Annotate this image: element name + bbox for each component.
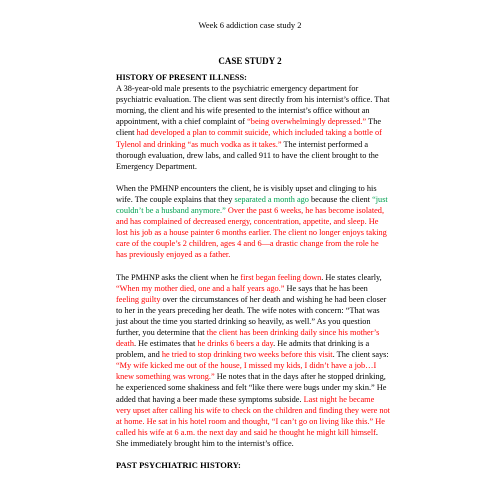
text-segment: . He estimates that [133, 339, 198, 349]
text-segment: He notes that in the days after he stopped drinking, he experienced some shakiness and felt “like there were bugs under my skin.” He added that having a beer made these symptoms subside. [116, 372, 387, 404]
text-segment: he drinks 6 beers a day [197, 339, 274, 349]
hpi-heading: HISTORY OF PRESENT ILLNESS: [116, 73, 247, 82]
text-segment: The client [116, 117, 382, 138]
text-segment: over the circumstances of her death and wishing he had been closer to her in the years preceding her death. The wife notes with concern: “That was just about the time you started drinking so heavily, as well.” As you question further, you determine that [116, 294, 387, 337]
text-segment: . The client says: [332, 350, 389, 360]
text-segment: The internist performed a thorough evaluation, drew labs, and called 911 to have the client brought to the Emergency Department. [116, 139, 379, 171]
text-segment: “My wife kicked me out of the house, I missed my kids, I didn’t have a job…I knew something was wrong.” [116, 361, 377, 382]
para-2-segments [116, 184, 388, 260]
document-body [116, 72, 390, 471]
text-segment: he tried to stop drinking two weeks before this visit [161, 350, 333, 360]
text-segment: the client has been drinking daily since his mother’s death [116, 327, 380, 349]
text-segment: . He admits that drinking is a problem, and [116, 339, 370, 360]
text-segment: “When my mother died, one and a half years ago.” [116, 283, 285, 293]
text-segment: He says that he has been [284, 283, 368, 293]
text-segment: first began feeling down [240, 272, 322, 282]
text-segment: “being overwhelmingly depressed.” [247, 117, 367, 127]
paragraph-3 [116, 272, 390, 450]
past-psychiatric-heading: PAST PSYCHIATRIC HISTORY: [116, 460, 241, 470]
paragraph-1 [116, 72, 390, 172]
text-segment: Last night he became very upset after calling his wife to check on the children and finding they were not at home. He sat in his hotel room and thought, “I can’t go on living like this.” He called his wife at 6 a.m. the next day and said he thought he might kill himself [116, 394, 390, 437]
page-header: Week 6 addiction case study 2 [198, 20, 302, 30]
para-1-segments [116, 84, 390, 171]
text-segment: . He states clearly, [321, 272, 382, 282]
paragraph-2 [116, 183, 390, 261]
text-segment: Over the past 6 weeks, he has become isolated, and has complained of decreased energy, concentration, appetite, and sleep. He lost his job as a house painter 6 months earlier. The client no longer enjoys taking care of the couple’s 2 children, ages 4 and 6—a drastic change from the role he has previously enjoyed as a father. [116, 206, 387, 260]
text-segment: had developed a plan to commit suicide, which included taking a bottle of Tylenol and drinking “as much vodka as it takes.” [116, 128, 382, 149]
text-segment: A 38-year-old male presents to the psychiatric emergency department for psychiatric evaluation. The client was sent directly from his internist’s office. That morning, the client and his wife presented to the internist’s office without an appointment, with a chief complaint of [116, 84, 390, 127]
para-3-segments [116, 273, 390, 448]
text-segment: “just couldn’t be a husband anymore.” [116, 194, 388, 216]
text-segment: The PMHNP asks the client when he [116, 272, 241, 282]
text-segment: feeling guilty [116, 294, 161, 304]
text-segment: because the client [308, 194, 373, 204]
text-segment: When the PMHNP encounters the client, he is visibly upset and clinging to his wife. The couple explains that they [116, 183, 377, 204]
text-segment: . She immediately brought him to the internist’s office. [116, 427, 378, 448]
text-segment: separated a month ago [234, 194, 309, 204]
case-title: CASE STUDY 2 [218, 56, 282, 66]
